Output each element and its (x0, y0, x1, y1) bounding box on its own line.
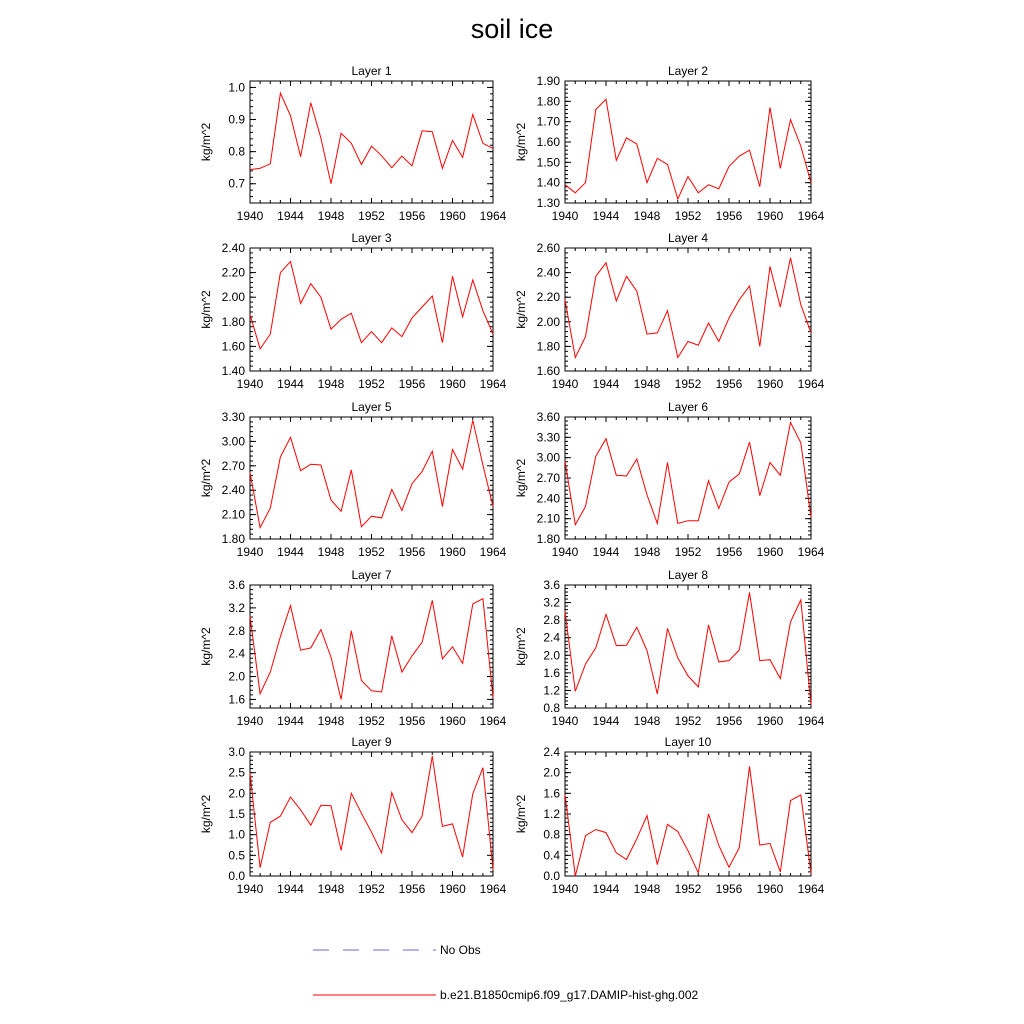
y-tick-label: 2.8 (543, 613, 560, 628)
x-tick-label: 1964 (479, 377, 507, 391)
x-tick-label: 1940 (551, 882, 579, 896)
x-tick-label: 1952 (674, 209, 702, 223)
x-tick-label: 1952 (674, 882, 702, 896)
y-tick-label: 3.00 (221, 434, 245, 449)
x-tick-label: 1952 (358, 545, 385, 559)
y-tick-label: 1.6 (543, 786, 560, 801)
x-tick-label: 1956 (398, 377, 426, 391)
x-tick-label: 1940 (236, 209, 264, 223)
x-tick-label: 1940 (236, 545, 264, 559)
panel-title: Layer 1 (351, 64, 392, 78)
x-tick-label: 1952 (358, 882, 385, 896)
y-tick-label: 0.8 (543, 827, 560, 842)
y-axis-label: kg/m^2 (199, 794, 213, 834)
panel-9 (199, 735, 507, 896)
y-tick-label: 1.40 (221, 364, 245, 378)
y-tick-label: 1.90 (536, 74, 560, 88)
y-tick-label: 0.4 (543, 848, 560, 863)
panel-title: Layer 6 (667, 400, 709, 414)
y-tick-label: 3.6 (228, 578, 245, 592)
panel-7 (199, 568, 507, 728)
x-tick-label: 1944 (277, 882, 304, 896)
series-line (565, 422, 811, 524)
y-tick-label: 2.00 (221, 290, 245, 305)
y-tick-label: 1.80 (221, 314, 245, 329)
x-tick-label: 1948 (633, 209, 661, 223)
y-axis-label: kg/m^2 (514, 458, 528, 498)
x-tick-label: 1960 (756, 209, 784, 223)
y-tick-label: 1.50 (536, 155, 560, 170)
y-tick-label: 1.5 (228, 807, 245, 821)
x-tick-label: 1956 (715, 209, 743, 223)
y-tick-label: 1.70 (536, 114, 560, 129)
x-tick-label: 1940 (236, 377, 264, 391)
series-line (565, 99, 811, 199)
x-tick-label: 1960 (756, 545, 784, 559)
x-tick-label: 1944 (592, 209, 620, 223)
x-tick-label: 1948 (633, 545, 661, 559)
y-tick-label: 0.8 (228, 144, 245, 159)
x-tick-label: 1956 (398, 209, 426, 223)
y-tick-label: 2.0 (543, 648, 560, 663)
panel-title: Layer 8 (667, 568, 709, 582)
panel-2 (514, 64, 825, 223)
plot-frame (250, 81, 493, 203)
y-tick-label: 2.4 (228, 646, 245, 661)
y-tick-label: 1.80 (221, 532, 245, 546)
y-tick-label: 0.8 (543, 701, 560, 715)
y-tick-label: 2.40 (221, 241, 245, 255)
y-tick-label: 3.60 (536, 410, 560, 424)
panel-3 (199, 231, 507, 391)
x-tick-label: 1944 (592, 545, 620, 559)
x-tick-label: 1960 (439, 377, 466, 391)
y-axis-label: kg/m^2 (514, 794, 528, 834)
plot-frame (565, 248, 811, 371)
x-tick-label: 1964 (797, 714, 825, 728)
y-tick-label: 2.70 (536, 471, 560, 485)
x-tick-label: 1944 (277, 545, 304, 559)
series-line (565, 593, 811, 705)
y-tick-label: 2.5 (228, 765, 245, 780)
series-line (565, 258, 811, 358)
x-tick-label: 1940 (236, 882, 264, 896)
y-axis-label: kg/m^2 (514, 122, 528, 162)
series-line (250, 93, 493, 184)
y-tick-label: 3.30 (221, 410, 245, 424)
panel-6 (514, 400, 825, 559)
y-tick-label: 2.10 (536, 511, 560, 526)
x-tick-label: 1960 (439, 545, 466, 559)
y-tick-label: 1.60 (536, 135, 560, 149)
panel-title: Layer 3 (351, 231, 392, 245)
x-tick-label: 1952 (358, 209, 385, 223)
plot-frame (565, 81, 811, 203)
y-tick-label: 2.00 (536, 314, 560, 329)
x-tick-label: 1956 (715, 545, 743, 559)
x-tick-label: 1956 (398, 882, 426, 896)
x-tick-label: 1948 (317, 714, 345, 728)
x-tick-label: 1956 (398, 545, 426, 559)
x-tick-label: 1964 (479, 545, 507, 559)
x-tick-label: 1944 (277, 209, 304, 223)
y-tick-label: 2.0 (228, 669, 245, 684)
x-tick-label: 1956 (398, 714, 426, 728)
y-tick-label: 2.40 (536, 265, 560, 280)
legend-label-no-obs: No Obs (440, 943, 481, 957)
x-tick-label: 1952 (674, 714, 702, 728)
x-tick-label: 1964 (479, 882, 507, 896)
x-tick-label: 1948 (633, 377, 661, 391)
y-tick-label: 2.70 (221, 458, 245, 473)
panel-title: Layer 10 (664, 735, 712, 749)
x-tick-label: 1944 (592, 377, 620, 391)
panel-title: Layer 4 (667, 231, 709, 245)
x-tick-label: 1948 (633, 882, 661, 896)
series-line (250, 756, 493, 870)
series-line (565, 767, 811, 877)
x-tick-label: 1960 (756, 714, 784, 728)
plot-frame (250, 752, 493, 876)
x-tick-label: 1944 (592, 714, 620, 728)
y-tick-label: 1.60 (221, 339, 245, 354)
panel-title: Layer 9 (351, 735, 392, 749)
y-tick-label: 2.0 (543, 765, 560, 780)
x-tick-label: 1964 (479, 209, 507, 223)
x-tick-label: 1948 (317, 377, 345, 391)
y-tick-label: 0.0 (228, 869, 245, 883)
y-tick-label: 2.4 (543, 630, 560, 645)
series-line (250, 599, 493, 700)
x-tick-label: 1952 (674, 545, 702, 559)
panel-title: Layer 5 (351, 400, 392, 414)
y-tick-label: 1.80 (536, 94, 560, 109)
y-tick-label: 1.0 (228, 80, 245, 95)
panel-title: Layer 7 (351, 568, 392, 582)
plot-frame (250, 417, 493, 539)
y-tick-label: 1.80 (536, 339, 560, 354)
y-tick-label: 1.40 (536, 175, 560, 190)
x-tick-label: 1964 (797, 545, 825, 559)
y-tick-label: 1.60 (536, 364, 560, 378)
plot-frame (565, 752, 811, 876)
x-tick-label: 1964 (797, 209, 825, 223)
y-tick-label: 2.20 (221, 265, 245, 280)
y-tick-label: 3.30 (536, 430, 560, 445)
legend-label-model: b.e21.B1850cmip6.f09_g17.DAMIP-hist-ghg.002 (440, 988, 699, 1002)
y-tick-label: 1.6 (543, 665, 560, 680)
y-tick-label: 2.10 (221, 507, 245, 522)
x-tick-label: 1944 (277, 377, 304, 391)
x-tick-label: 1960 (439, 882, 466, 896)
y-tick-label: 1.0 (228, 827, 245, 842)
panel-10 (514, 735, 825, 896)
y-tick-label: 0.0 (543, 869, 560, 883)
y-tick-label: 2.4 (543, 745, 560, 759)
y-axis-label: kg/m^2 (514, 627, 528, 666)
x-tick-label: 1956 (715, 882, 743, 896)
y-tick-label: 1.2 (543, 683, 560, 698)
y-tick-label: 1.6 (228, 692, 245, 707)
y-tick-label: 1.30 (536, 196, 560, 210)
panel-5 (199, 400, 507, 559)
y-tick-label: 3.0 (228, 745, 245, 759)
x-tick-label: 1948 (317, 882, 345, 896)
y-tick-label: 2.60 (536, 241, 560, 255)
x-tick-label: 1948 (317, 209, 345, 223)
y-tick-label: 0.5 (228, 848, 245, 863)
y-tick-label: 3.2 (543, 595, 560, 610)
x-tick-label: 1964 (479, 714, 507, 728)
y-axis-label: kg/m^2 (199, 122, 213, 162)
y-axis-label: kg/m^2 (199, 290, 213, 329)
y-tick-label: 0.7 (228, 176, 245, 191)
chart-title: soil ice (470, 14, 554, 44)
y-tick-label: 3.00 (536, 450, 560, 465)
x-tick-label: 1940 (551, 545, 579, 559)
x-tick-label: 1940 (551, 714, 579, 728)
panel-title: Layer 2 (667, 64, 709, 78)
y-tick-label: 2.40 (536, 491, 560, 506)
x-tick-label: 1960 (756, 377, 784, 391)
x-tick-label: 1952 (358, 377, 385, 391)
x-tick-label: 1964 (797, 882, 825, 896)
y-tick-label: 2.8 (228, 623, 245, 638)
y-tick-label: 3.2 (228, 600, 245, 615)
x-tick-label: 1956 (715, 377, 743, 391)
x-tick-label: 1940 (236, 714, 264, 728)
y-tick-label: 1.2 (543, 807, 560, 821)
x-tick-label: 1940 (551, 377, 579, 391)
panel-4 (514, 231, 825, 391)
plot-frame (250, 585, 493, 708)
x-tick-label: 1960 (439, 714, 466, 728)
x-tick-label: 1952 (674, 377, 702, 391)
y-axis-label: kg/m^2 (199, 458, 213, 498)
y-tick-label: 3.6 (543, 578, 560, 592)
y-tick-label: 2.20 (536, 290, 560, 305)
x-tick-label: 1960 (439, 209, 466, 223)
x-tick-label: 1964 (797, 377, 825, 391)
x-tick-label: 1944 (277, 714, 304, 728)
y-axis-label: kg/m^2 (514, 290, 528, 329)
y-axis-label: kg/m^2 (199, 627, 213, 666)
panel-1 (199, 64, 507, 223)
x-tick-label: 1952 (358, 714, 385, 728)
x-tick-label: 1944 (592, 882, 620, 896)
x-tick-label: 1960 (756, 882, 784, 896)
x-tick-label: 1956 (715, 714, 743, 728)
y-tick-label: 0.9 (228, 112, 245, 127)
y-tick-label: 1.80 (536, 532, 560, 546)
x-tick-label: 1940 (551, 209, 579, 223)
x-tick-label: 1948 (317, 545, 345, 559)
y-tick-label: 2.0 (228, 786, 245, 801)
plot-frame (565, 585, 811, 708)
x-tick-label: 1948 (633, 714, 661, 728)
series-line (250, 262, 493, 349)
y-tick-label: 2.40 (221, 483, 245, 498)
panel-8 (514, 568, 825, 728)
series-line (250, 420, 493, 527)
